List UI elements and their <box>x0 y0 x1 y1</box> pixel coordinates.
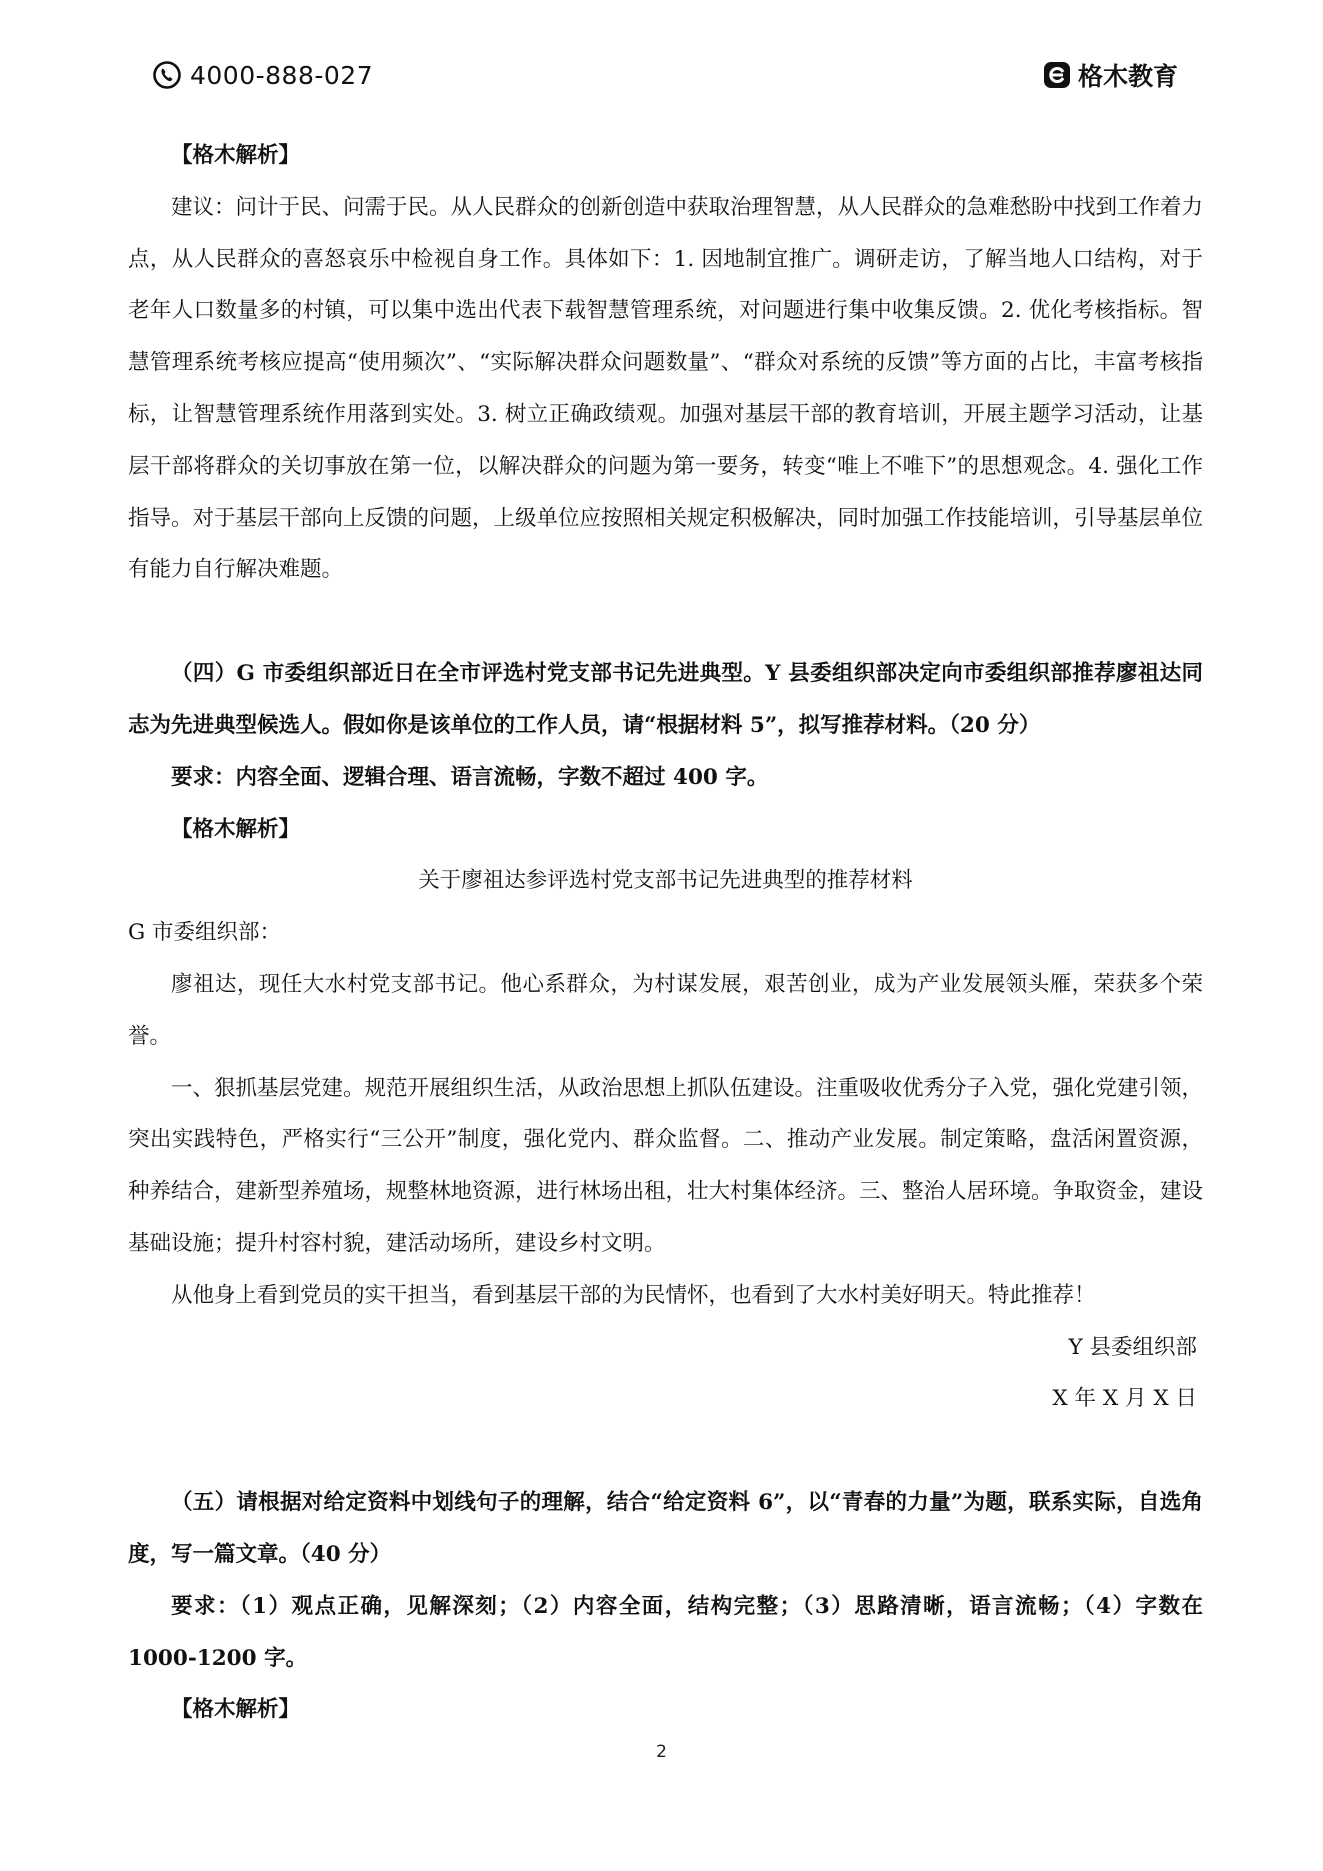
analysis-label-5: 【格木解析】 <box>171 1697 301 1723</box>
gemu-logo-icon <box>1042 60 1072 90</box>
page-header <box>0 0 1323 150</box>
recommendation-para-1: 廖祖达，现任大水村党支部书记。他心系群众，为村谋发展，艰苦创业，成为产业发展领头雁，荣获多个荣誉。 <box>128 971 1203 1049</box>
brand-logo <box>1042 58 1178 92</box>
section-gap <box>128 1425 1203 1477</box>
brand-name: 格木教育 <box>1077 62 1178 91</box>
question-5: （五）请根据对给定资料中划线句子的理解，结合“给定资料 6”，以“青春的力量”为题，联系实际，自选角度，写一篇文章。（40 分） <box>128 1490 1203 1567</box>
phone-number: 4000-888-027 <box>190 60 374 90</box>
page-number: 2 <box>656 1742 667 1762</box>
requirement-5: 要求：（1）观点正确，见解深刻；（2）内容全面，结构完整；（3）思路清晰，语言流畅；（4）字数在 1000-1200 字。 <box>128 1593 1203 1671</box>
phone-contact <box>152 58 373 92</box>
answer-3-body: 建议：问计于民、问需于民。从人民群众的创新创造中获取治理智慧，从人民群众的急难愁盼中找到工作着力点，从人民群众的喜怒哀乐中检视自身工作。具体如下：1. 因地制宜推广。调研走访，了解当地人口结构，对于老年人口数量多的村镇，可以集中选出代表下载智慧管理系统，对问题进行集中收集反馈。2. 优化考核指标。智慧管理系统考核应提高“使用频次”、“实际解决群众问题数量”、“群众对系统的反馈”等方面的占比，丰富考核指标，让智慧管理系统作用落到实处。3. 树立正确政绩观。加强对基层干部的教育培训，开展主题学习活动，让基层干部将群众的关切事放在第一位，以解决群众的问题为第一要务，转变“唯上不唯下”的思想观念。4. 强化工作指导。对于基层干部向上反馈的问题，上级单位应按照相关规定积极解决，同时加强工作技能培训，引导基层单位有能力自行解决难题。 <box>128 194 1204 583</box>
requirement-4: 要求：内容全面、逻辑合理、语言流畅，字数不超过 400 字。 <box>171 764 769 790</box>
recommendation-title: 关于廖祖达参评选村党支部书记先进典型的推荐材料 <box>418 868 913 894</box>
recommendation-para-2: 一、狠抓基层党建。规范开展组织生活，从政治思想上抓队伍建设。注重吸收优秀分子入党，强化党建引领，突出实践特色，严格实行“三公开”制度，强化党内、群众监督。二、推动产业发展。制定策略，盘活闲置资源，种养结合，建新型养殖场，规整林地资源，进行林场出租，壮大村集体经济。三、整治人居环境。争取资金，建设基础设施；提升村容村貌，建活动场所，建设乡村文明。 <box>128 1075 1204 1256</box>
analysis-label-3: 【格木解析】 <box>171 143 301 168</box>
signature: Y 县委组织部 <box>1068 1334 1197 1360</box>
date: X 年 X 月 X 日 <box>1052 1386 1197 1412</box>
phone-icon <box>152 60 182 90</box>
section-gap <box>128 596 1203 648</box>
question-4: （四）G 市委组织部近日在全市评选村党支部书记先进典型。Y 县委组织部决定向市委组织部推荐廖祖达同志为先进典型候选人。假如你是该单位的工作人员，请“根据材料 5”，拟写推荐材料。（20 分） <box>128 661 1203 738</box>
recommendation-para-3: 从他身上看到党员的实干担当，看到基层干部的为民情怀，也看到了大水村美好明天。特此推荐！ <box>171 1282 1096 1308</box>
document-body <box>128 130 1203 1736</box>
analysis-label-4: 【格木解析】 <box>171 816 301 842</box>
salutation: G 市委组织部： <box>128 920 282 946</box>
